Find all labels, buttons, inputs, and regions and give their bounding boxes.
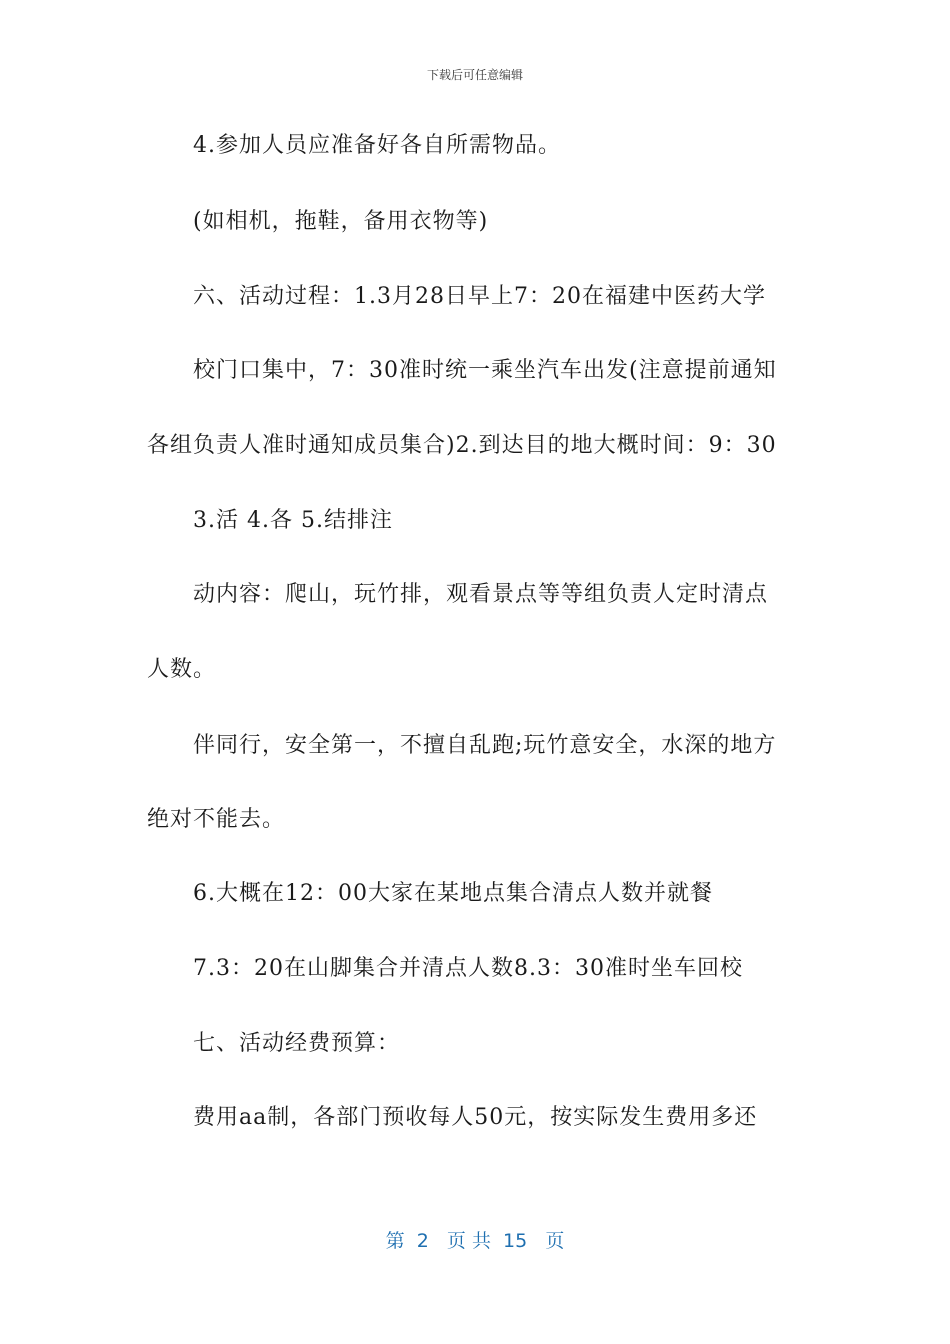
body-line: 4.参加人员应准备好各自所需物品。 [193,133,561,158]
body-line: 七、活动经费预算： [193,1031,401,1056]
page-number: 第 2 页 共 15 页 [385,1230,565,1252]
body-line: 人数。 [147,657,217,682]
body-line: 各组负责人准时通知成员集合)2.到达目的地大概时间：9：30 [147,433,777,458]
body-line: 6.大概在12：00大家在某地点集合清点人数并就餐 [193,881,713,906]
body-line: 校门口集中，7：30准时统一乘坐汽车出发(注意提前通知 [193,358,777,383]
body-line: 费用aa制，各部门预收每人50元，按实际发生费用多还 [193,1105,758,1130]
body-line: 六、活动过程：1.3月28日早上7：20在福建中医药大学 [193,284,766,309]
body-line: (如相机，拖鞋，备用衣物等) [193,209,489,234]
body-line: 绝对不能去。 [147,807,286,832]
header-note: 下载后可任意编辑 [426,68,523,82]
body-line: 3.活 4.各 5.结排注 [193,508,393,533]
body-line: 伴同行，安全第一，不擅自乱跑;玩竹意安全，水深的地方 [193,733,777,758]
body-line: 7.3：20在山脚集合并清点人数8.3：30准时坐车回校 [193,956,743,981]
body-line: 动内容：爬山，玩竹排，观看景点等等组负责人定时清点 [193,582,769,607]
